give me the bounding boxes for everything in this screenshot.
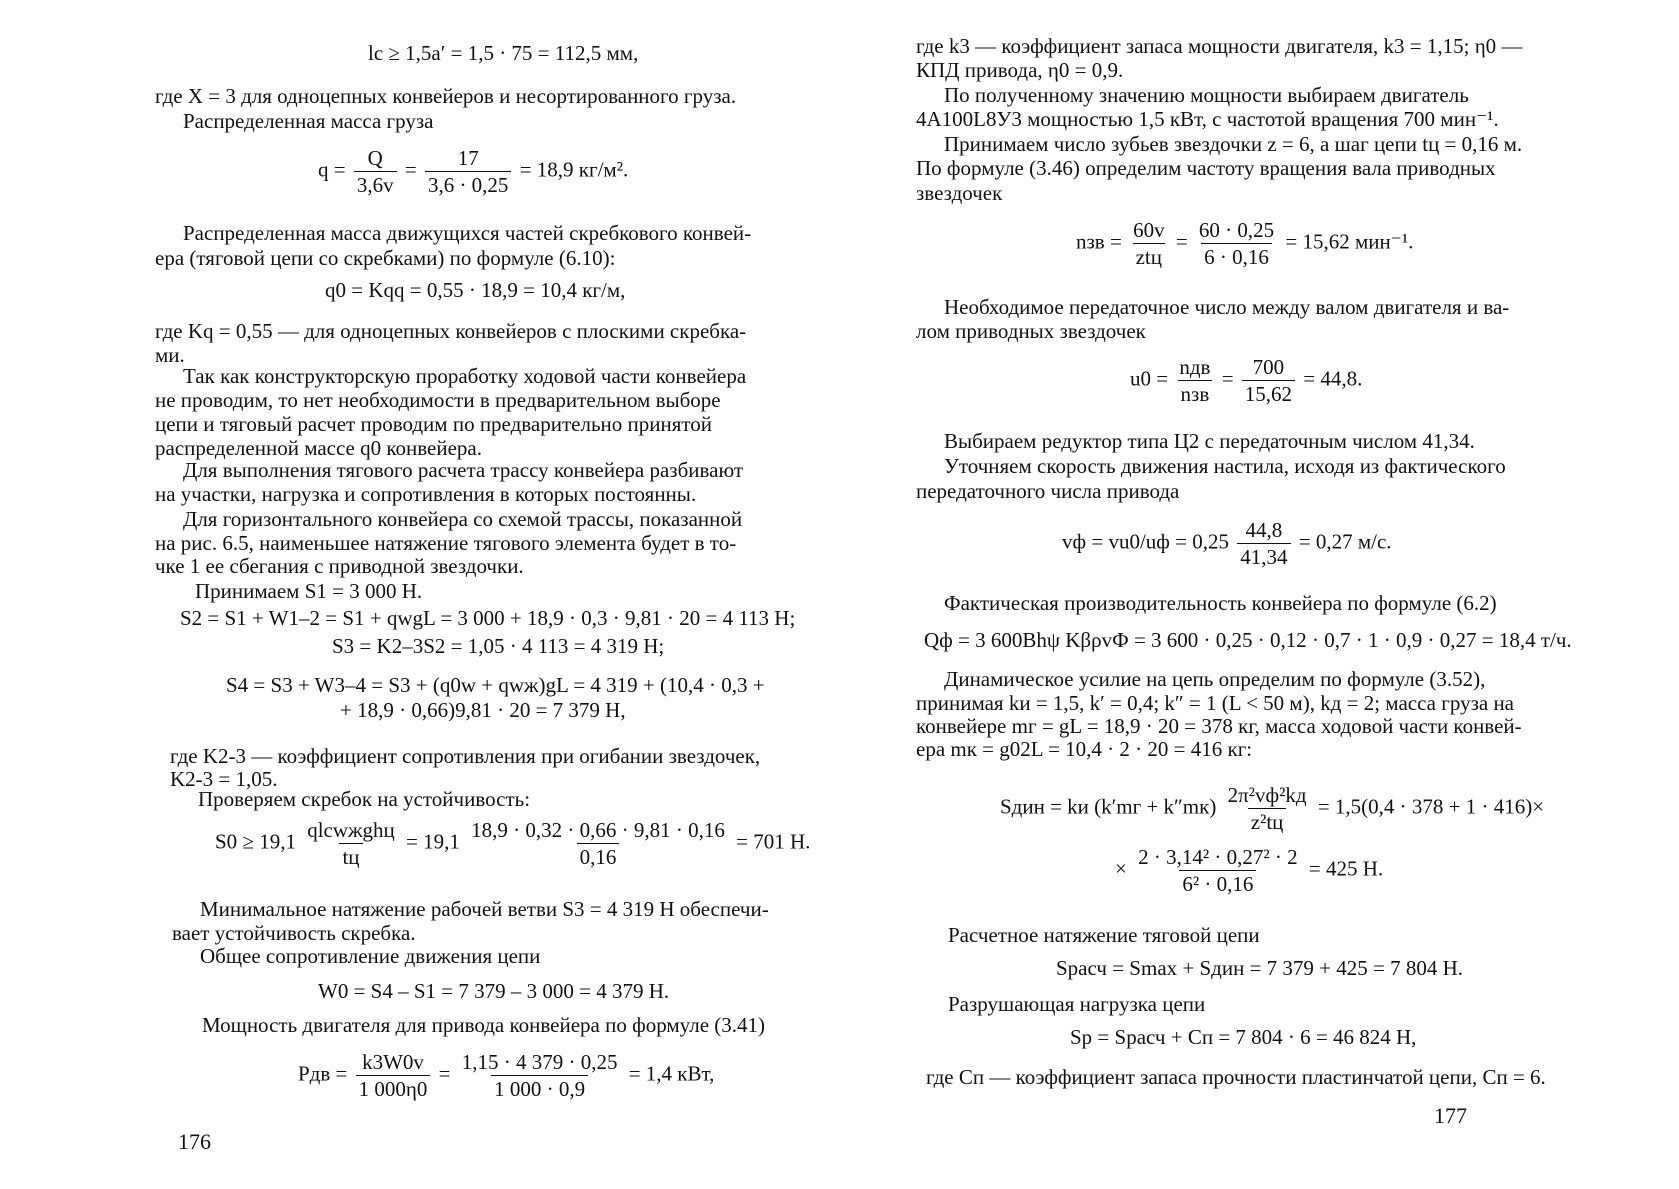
numerator: 60v bbox=[1133, 218, 1165, 242]
paragraph-line: КПД привода, η0 = 0,9. bbox=[916, 58, 1124, 82]
paragraph-line: Принимаем S1 = 3 000 Н. bbox=[195, 579, 423, 603]
paragraph-line: Для горизонтального конвейера со схемой трассы, показанной bbox=[183, 507, 743, 531]
paragraph-line: чке 1 ее сбегания с приводной звездочки. bbox=[155, 554, 524, 578]
denominator: 15,62 bbox=[1242, 380, 1295, 406]
fraction bbox=[1130, 218, 1168, 269]
denominator: 1 000 · 0,9 bbox=[491, 1075, 588, 1101]
formula-text: = 1,5(0,4 · 378 + 1 · 416)× bbox=[1317, 794, 1545, 819]
formula-q0: q0 = Kqq = 0,55 · 18,9 = 10,4 кг/м, bbox=[325, 278, 626, 302]
formula-text: Sдин = kи (k′mг + k″mк) bbox=[1000, 794, 1217, 819]
formula-lc: lс ≥ 1,5a′ = 1,5 · 75 = 112,5 мм, bbox=[368, 41, 639, 65]
paragraph-line: Проверяем скребок на устойчивость: bbox=[198, 787, 531, 811]
fraction bbox=[1176, 355, 1213, 406]
paragraph-line: 4А100L8У3 мощностью 1,5 кВт, с частотой вращения 700 мин⁻¹. bbox=[916, 107, 1499, 131]
paragraph-line: где Kq = 0,55 — для одноцепных конвейеров с плоскими скребка- bbox=[155, 319, 747, 343]
formula-text: = 44,8. bbox=[1303, 366, 1363, 391]
formula-sdyn-line2 bbox=[1115, 845, 1383, 896]
numerator: 2π²vф²kд bbox=[1227, 783, 1307, 807]
formula-text: nзв = bbox=[1076, 229, 1122, 254]
paragraph-line: Уточняем скорость движения настила, исходя из фактического bbox=[944, 454, 1506, 478]
denominator: ztц bbox=[1133, 243, 1165, 269]
fraction bbox=[354, 146, 397, 197]
formula-s2: S2 = S1 + W1–2 = S1 + qwgL = 3 000 + 18,9 · 0,3 · 9,81 · 20 = 4 113 Н; bbox=[180, 606, 796, 630]
formula-text: = 19,1 bbox=[406, 829, 460, 854]
paragraph-line: цепи и тяговый расчет проводим по предварительно принятой bbox=[155, 412, 713, 436]
paragraph-line: на рис. 6.5, наименьшее натяжение тягового элемента будет в то- bbox=[155, 531, 737, 555]
paragraph-line: Расчетное натяжение тяговой цепи bbox=[948, 923, 1260, 947]
formula-text: = bbox=[1175, 229, 1188, 254]
paragraph-line: Распределенная масса груза bbox=[183, 109, 434, 133]
formula-text: = 15,62 мин⁻¹. bbox=[1285, 229, 1414, 254]
paragraph-line: не проводим, то нет необходимости в предварительном выборе bbox=[155, 388, 721, 412]
numerator: qlсwжghц bbox=[307, 818, 395, 842]
formula-sdyn-line1 bbox=[1000, 783, 1544, 834]
fraction bbox=[1242, 355, 1295, 406]
fraction bbox=[304, 818, 398, 869]
formula-sp: Sр = Sрасч + Cп = 7 804 · 6 = 46 824 Н, bbox=[1070, 1025, 1417, 1049]
formula-s4-line2: + 18,9 · 0,66)9,81 · 20 = 7 379 Н, bbox=[340, 698, 626, 722]
page-number: 177 bbox=[1434, 1103, 1467, 1128]
paragraph-line: Выбираем редуктор типа Ц2 с передаточным числом 41,34. bbox=[944, 429, 1475, 453]
denominator: 41,34 bbox=[1237, 543, 1290, 569]
numerator: 17 bbox=[457, 146, 479, 170]
denominator: z²tц bbox=[1248, 808, 1287, 834]
numerator: 1,15 · 4 379 · 0,25 bbox=[461, 1050, 618, 1074]
paragraph-line: Разрушающая нагрузка цепи bbox=[948, 992, 1206, 1016]
fraction bbox=[1196, 218, 1277, 269]
numerator: k3W0v bbox=[362, 1050, 424, 1074]
paragraph-line: где Cп — коэффициент запаса прочности пластинчатой цепи, Cп = 6. bbox=[926, 1065, 1546, 1089]
denominator: 6² · 0,16 bbox=[1179, 870, 1256, 896]
paragraph-line: ми. bbox=[155, 343, 185, 367]
paragraph-line: По полученному значению мощности выбираем двигатель bbox=[944, 83, 1469, 107]
formula-s3: S3 = K2–3S2 = 1,05 · 4 113 = 4 319 Н; bbox=[332, 634, 665, 658]
paragraph-line: ера mк = g02L = 10,4 · 2 · 20 = 416 кг: bbox=[916, 737, 1253, 761]
denominator: tц bbox=[339, 843, 362, 869]
paragraph-line: Так как конструкторскую проработку ходовой части конвейера bbox=[183, 364, 747, 388]
paragraph-line: звездочек bbox=[916, 181, 1003, 205]
paragraph-line: Необходимое передаточное число между валом двигателя и ва- bbox=[944, 295, 1510, 319]
formula-q bbox=[318, 146, 628, 197]
paragraph-line: вает устойчивость скребка. bbox=[172, 921, 416, 945]
paragraph-line: Мощность двигателя для привода конвейера по формуле (3.41) bbox=[202, 1013, 766, 1037]
numerator: Q bbox=[367, 146, 383, 170]
formula-text: = 0,27 м/с. bbox=[1298, 529, 1392, 554]
paragraph-line: Общее сопротивление движения цепи bbox=[200, 944, 541, 968]
paragraph-line: ера (тяговой цепи со скребками) по формуле (6.10): bbox=[155, 246, 616, 270]
paragraph-line: Фактическая производительность конвейера по формуле (6.2) bbox=[944, 591, 1497, 615]
paragraph-line: передаточного числа привода bbox=[916, 479, 1180, 503]
paragraph-line: K2-3 = 1,05. bbox=[170, 767, 278, 791]
formula-v bbox=[1062, 518, 1392, 569]
formula-text: S0 ≥ 19,1 bbox=[215, 829, 296, 854]
numerator: nдв bbox=[1179, 355, 1211, 379]
formula-srasch: Sрасч = Smax + Sдин = 7 379 + 425 = 7 804 Н. bbox=[1056, 956, 1464, 980]
denominator: 0,16 bbox=[577, 843, 620, 869]
paragraph-line: Принимаем число зубьев звездочки z = 6, а шаг цепи tц = 0,16 м. bbox=[944, 132, 1523, 156]
formula-text: Pдв = bbox=[298, 1061, 348, 1086]
formula-text: = 701 Н. bbox=[736, 829, 811, 854]
paragraph-line: Для выполнения тягового расчета трассу конвейера разбивают bbox=[183, 458, 744, 482]
formula-text: u0 = bbox=[1130, 366, 1169, 391]
formula-text: = 18,9 кг/м². bbox=[519, 157, 629, 182]
fraction bbox=[425, 146, 512, 197]
formula-text: = bbox=[404, 157, 417, 182]
numerator: 18,9 · 0,32 · 0,66 · 9,81 · 0,16 bbox=[471, 818, 725, 842]
paragraph-line: конвейере mг = gL = 18,9 · 20 = 378 кг, масса ходовой части конвей- bbox=[916, 714, 1522, 738]
fraction bbox=[1135, 845, 1301, 896]
paragraph-line: на участки, нагрузка и сопротивления в которых постоянны. bbox=[155, 482, 697, 506]
denominator: 6 · 0,16 bbox=[1201, 243, 1272, 269]
paragraph-line: лом приводных звездочек bbox=[916, 319, 1146, 343]
numerator: 60 · 0,25 bbox=[1198, 218, 1275, 242]
formula-n bbox=[1076, 218, 1413, 269]
formula-s0 bbox=[215, 818, 810, 869]
fraction bbox=[1237, 518, 1290, 569]
paragraph-line: где X = 3 для одноцепных конвейеров и несортированного груза. bbox=[155, 84, 737, 108]
denominator: 3,6v bbox=[354, 171, 397, 197]
formula-text: = bbox=[438, 1061, 451, 1086]
denominator: 1 000η0 bbox=[356, 1075, 431, 1101]
paragraph-line: распределенной массе q0 конвейера. bbox=[155, 436, 482, 460]
formula-text: vф = vu0/uф = 0,25 bbox=[1062, 529, 1229, 554]
denominator: 3,6 · 0,25 bbox=[425, 171, 512, 197]
paragraph-line: Динамическое усилие на цепь определим по формуле (3.52), bbox=[944, 667, 1486, 691]
formula-text: = 425 Н. bbox=[1308, 856, 1384, 881]
paragraph-line: где K2-3 — коэффициент сопротивления при огибании звездочек, bbox=[170, 744, 761, 768]
paragraph-line: По формуле (3.46) определим частоту вращения вала приводных bbox=[916, 156, 1496, 180]
paragraph-line: Распределенная масса движущихся частей скребкового конвей- bbox=[183, 221, 752, 245]
formula-text: × bbox=[1115, 856, 1127, 881]
denominator: nзв bbox=[1178, 380, 1213, 406]
formula-p bbox=[298, 1050, 714, 1101]
formula-s4-line1: S4 = S3 + W3–4 = S3 + (q0w + qwж)gL = 4 319 + (10,4 · 0,3 + bbox=[226, 673, 765, 697]
fraction bbox=[356, 1050, 431, 1101]
page-number: 176 bbox=[178, 1129, 211, 1154]
formula-w0: W0 = S4 – S1 = 7 379 – 3 000 = 4 379 Н. bbox=[318, 979, 670, 1003]
numerator: 2 · 3,14² · 0,27² · 2 bbox=[1138, 845, 1298, 869]
formula-text: q = bbox=[318, 157, 346, 182]
formula-qf: Qф = 3 600Bhψ KβρvФ = 3 600 · 0,25 · 0,12 · 0,7 · 1 · 0,9 · 0,27 = 18,4 т/ч. bbox=[924, 628, 1572, 652]
numerator: 700 bbox=[1252, 355, 1285, 379]
fraction bbox=[459, 1050, 621, 1101]
formula-u bbox=[1130, 355, 1362, 406]
paragraph-line: где k3 — коэффициент запаса мощности двигателя, k3 = 1,15; η0 — bbox=[916, 34, 1523, 58]
numerator: 44,8 bbox=[1245, 518, 1283, 542]
paragraph-line: Минимальное натяжение рабочей ветви S3 = 4 319 Н обеспечи- bbox=[200, 897, 769, 921]
formula-text: = 1,4 кВт, bbox=[628, 1061, 715, 1086]
fraction bbox=[1225, 783, 1310, 834]
paragraph-line: принимая kи = 1,5, k′ = 0,4; k″ = 1 (L < 50 м), kд = 2; масса груза на bbox=[916, 691, 1514, 715]
formula-text: = bbox=[1221, 366, 1234, 391]
fraction bbox=[468, 818, 728, 869]
